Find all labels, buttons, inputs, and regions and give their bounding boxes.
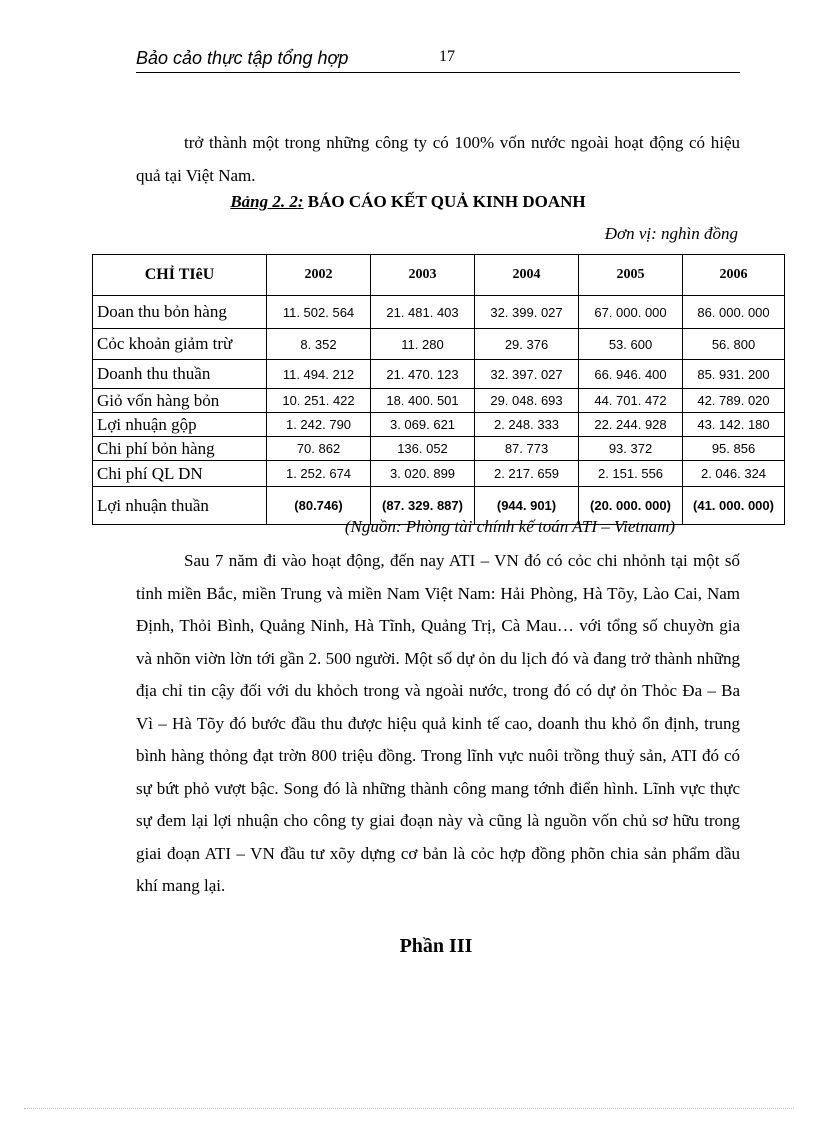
row-label: Lợi nhuận gộp [93,413,267,437]
table-cell: 66. 946. 400 [579,360,683,389]
table-cell: 3. 020. 899 [371,461,475,487]
main-paragraph: Sau 7 năm đi vào hoạt động, đến nay ATI – VN đó có cỏc chi nhỏnh tại một số tỉnh miền Bắc, miền Trung và miền Nam Việt Nam: Hải Phòng, Hà Tõy, Lào Cai, Nam Định, Thỏi Bình, Quảng Ninh, Hà Tĩnh, Quảng Trị, Cà Mau… với tổng số chuyờn gia và nhõn viờn lờn tới gần 2. 500 người. Một số dự ỏn du lịch đó và đang trở thành những địa chỉ tin cậy đối với du khỏch trong và ngoài nước, trong đó có dự ỏn Thỏc Đa – Ba Vì – Hà Tõy đó bước đầu thu được hiệu quả kinh tế cao, doanh thu khỏ ổn định, trung bình hàng thỏng đạt trờn 800 triệu đồng. Trong lĩnh vực nuôi trồng thuỷ sản, ATI đó có sự bứt phỏ vượt bậc. Song đó là những thành công mang tớnh điển hình. Lĩnh vực thực sự đem lại lợi nhuận cho công ty giai đoạn này và cũng là nguồn vốn chủ sơ hữu trong giai đoạn ATI – VN đầu tư xõy dựng cơ bản là cỏc hợp đồng phõn chia sản phẩm dầu khí mang lại. [136,551,740,895]
table-cell: 11. 494. 212 [267,360,371,389]
table-cell: 10. 251. 422 [267,389,371,413]
business-results-table [92,254,785,525]
row-label: Chi phí QL DN [93,461,267,487]
table-cell: 44. 701. 472 [579,389,683,413]
table-row [93,296,785,329]
table-cell: (944. 901) [475,487,579,525]
table-cell: 93. 372 [579,437,683,461]
row-label: Giỏ vốn hàng bỏn [93,389,267,413]
table-cell: (87. 329. 887) [371,487,475,525]
table-cell: 22. 244. 928 [579,413,683,437]
table-cell: 2. 248. 333 [475,413,579,437]
table-cell: 136. 052 [371,437,475,461]
document-title: Bảo cảo thực tập tổng hợp [136,48,349,68]
table-row [93,329,785,360]
table-cell: (20. 000. 000) [579,487,683,525]
table-cell: 11. 502. 564 [267,296,371,329]
table-cell: 2. 046. 324 [683,461,785,487]
table-cell: 32. 397. 027 [475,360,579,389]
row-label: Lợi nhuận thuần [93,487,267,525]
table-caption [0,192,816,212]
table-row [93,389,785,413]
table-caption-title: BÁO CÁO KẾT QUẢ KINH DOANH [303,192,586,211]
table-cell: 21. 481. 403 [371,296,475,329]
table-cell: 70. 862 [267,437,371,461]
table-row [93,413,785,437]
header-year: 2005 [579,255,683,296]
table-cell: 87. 773 [475,437,579,461]
table-cell: (80.746) [267,487,371,525]
row-label: Doanh thu thuần [93,360,267,389]
table-row [93,360,785,389]
table-cell: 85. 931. 200 [683,360,785,389]
row-label: Doan thu bỏn hàng [93,296,267,329]
table-cell: 29. 048. 693 [475,389,579,413]
table-cell: 1. 242. 790 [267,413,371,437]
section-heading: Phần III [399,935,473,957]
page-bottom-divider [24,1108,794,1109]
row-label: Cỏc khoản giảm trừ [93,329,267,360]
row-label: Chi phí bỏn hàng [93,437,267,461]
table-cell: 8. 352 [267,329,371,360]
table-cell: 56. 800 [683,329,785,360]
table-cell: 43. 142. 180 [683,413,785,437]
table-caption-colon: : [297,192,304,211]
page-header [136,48,740,73]
table-cell: 21. 470. 123 [371,360,475,389]
header-year: 2002 [267,255,371,296]
table-cell: 86. 000. 000 [683,296,785,329]
table-row [93,437,785,461]
intro-paragraph: trở thành một trong những công ty có 100% vốn nước ngoài hoạt động có hiệu quả tại Việt Nam. [136,133,740,185]
header-year: 2003 [371,255,475,296]
table-row [93,461,785,487]
table-cell: 67. 000. 000 [579,296,683,329]
table-cell: 95. 856 [683,437,785,461]
header-year: 2004 [475,255,579,296]
table-cell: 3. 069. 621 [371,413,475,437]
table-cell: (41. 000. 000) [683,487,785,525]
table-source-note: (Nguồn: Phòng tài chính kế toán ATI – Vietnam) [344,517,676,536]
table-cell: 32. 399. 027 [475,296,579,329]
table-cell: 18. 400. 501 [371,389,475,413]
table-cell: 53. 600 [579,329,683,360]
table-cell: 1. 252. 674 [267,461,371,487]
table-cell: 11. 280 [371,329,475,360]
unit-label: Đơn vị: nghìn đồng [604,224,738,243]
table-cell: 2. 217. 659 [475,461,579,487]
table-caption-label: Bảng 2. 2 [230,192,298,211]
header-indicator: CHỈ TIêU [93,255,267,296]
header-year: 2006 [683,255,785,296]
table-cell: 29. 376 [475,329,579,360]
table-cell: 42. 789. 020 [683,389,785,413]
table-header-row [93,255,785,296]
page-number: 17 [439,48,455,65]
table-cell: 2. 151. 556 [579,461,683,487]
